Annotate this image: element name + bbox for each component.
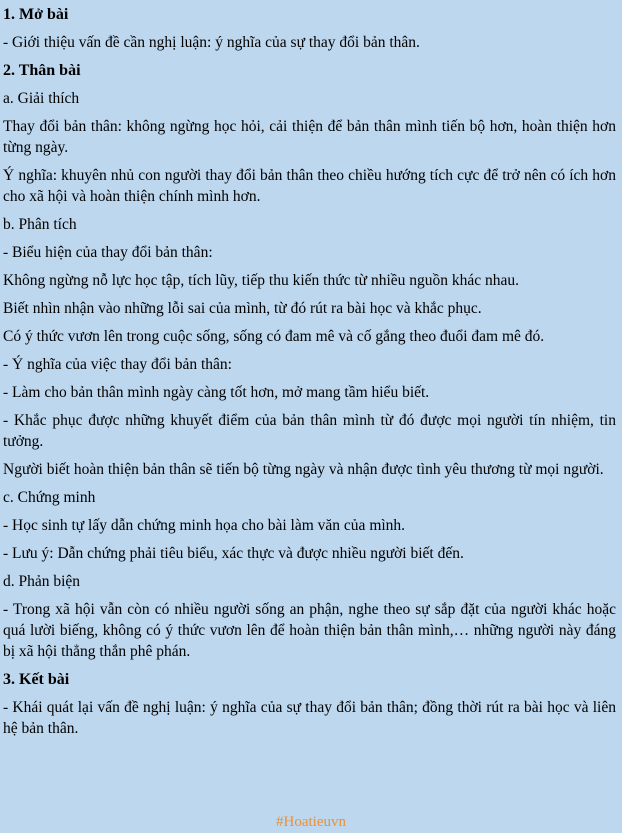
paragraph: - Biểu hiện của thay đổi bản thân: <box>3 244 213 261</box>
paragraph: Thay đổi bản thân: không ngừng học hỏi, cải thiện để bản thân mình tiến bộ hơn, hoàn thiện hơn từng ngày. <box>3 118 616 156</box>
subheading-analysis: b. Phân tích <box>3 216 77 233</box>
paragraph: - Làm cho bản thân mình ngày càng tốt hơn, mở mang tầm hiểu biết. <box>3 384 430 401</box>
heading-body: 2. Thân bài <box>3 62 81 79</box>
heading-intro: 1. Mở bài <box>3 6 69 23</box>
watermark: #Hoatieuvn <box>276 814 346 830</box>
subheading-proof: c. Chứng minh <box>3 489 96 506</box>
subheading-counter: d. Phản biện <box>3 573 81 590</box>
heading-conclusion: 3. Kết bài <box>3 671 70 688</box>
intro-text: - Giới thiệu vấn đề cần nghị luận: ý nghĩa của sự thay đổi bản thân. <box>3 34 420 51</box>
paragraph: - Lưu ý: Dẫn chứng phải tiêu biểu, xác thực và được nhiều người biết đến. <box>3 545 464 562</box>
paragraph: Ý nghĩa: khuyên nhủ con người thay đổi bản thân theo chiều hướng tích cực để trở nên có ích hơn cho xã hội và hoàn thiện chính mình hơn. <box>3 167 616 205</box>
paragraph: Không ngừng nỗ lực học tập, tích lũy, tiếp thu kiến thức từ nhiều nguồn khác nhau. <box>3 272 520 289</box>
paragraph: - Học sinh tự lấy dẫn chứng minh họa cho bài làm văn của mình. <box>3 517 406 534</box>
conclusion-text: - Khái quát lại vấn đề nghị luận: ý nghĩa của sự thay đổi bản thân; đồng thời rút ra bài học và liên hệ bản thân. <box>3 699 616 737</box>
paragraph: Biết nhìn nhận vào những lỗi sai của mình, từ đó rút ra bài học và khắc phục. <box>3 300 482 317</box>
subheading-explain: a. Giải thích <box>3 90 80 107</box>
paragraph: Người biết hoàn thiện bản thân sẽ tiến bộ từng ngày và nhận được tình yêu thương từ mọi người. <box>3 461 604 478</box>
paragraph: - Ý nghĩa của việc thay đổi bản thân: <box>3 356 232 373</box>
paragraph: Có ý thức vươn lên trong cuộc sống, sống có đam mê và cố gắng theo đuổi đam mê đó. <box>3 328 545 345</box>
paragraph: - Trong xã hội vẫn còn có nhiều người sống an phận, nghe theo sự sắp đặt của người khác hoặc quá lười biếng, không có ý thức vươn lên để hoàn thiện bản thân mình,… những người này đáng bị xã hội thẳng thắn phê phán. <box>3 601 616 660</box>
paragraph: - Khắc phục được những khuyết điểm của bản thân mình từ đó được mọi người tín nhiệm, tin tưởng. <box>3 412 616 450</box>
